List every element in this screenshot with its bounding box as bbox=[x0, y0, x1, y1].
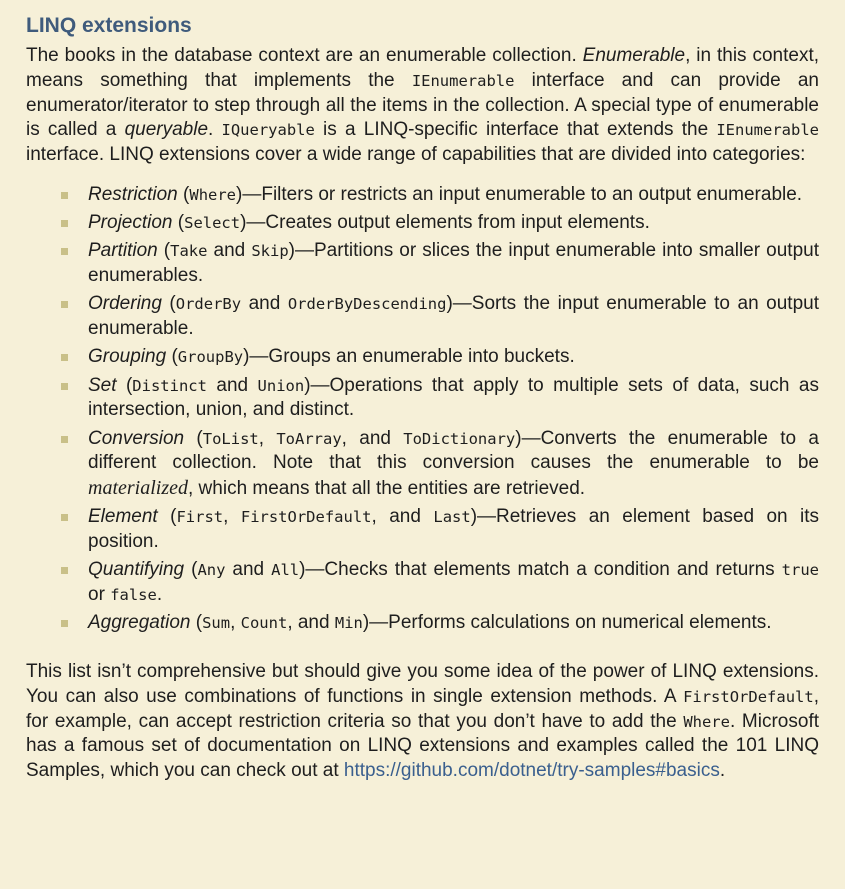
list-item-partition: Partition (Take and Skip)—Partitions or slices the input enumerable into smaller output enumerables. bbox=[88, 239, 819, 289]
list-item-restriction: Restriction (Where)—Filters or restricts an input enumerable to an output enumerable. bbox=[88, 183, 819, 208]
square-bullet-icon bbox=[61, 354, 68, 361]
section-heading: LINQ extensions bbox=[26, 14, 192, 37]
square-bullet-icon bbox=[61, 620, 68, 627]
square-bullet-icon bbox=[61, 220, 68, 227]
list-item-conversion: Conversion (ToList, ToArray, and ToDictionary)—Converts the enumerable to a different collection. Note that this conversion causes the enumerable to be materialized, which means that all the entities are retrieved. bbox=[88, 427, 819, 502]
square-bullet-icon bbox=[61, 383, 68, 390]
code-iqueryable: IQueryable bbox=[221, 121, 315, 140]
square-bullet-icon bbox=[61, 248, 68, 255]
code-ienumerable: IEnumerable bbox=[716, 121, 819, 140]
list-item-aggregation: Aggregation (Sum, Count, and Min)—Performs calculations on numerical elements. bbox=[88, 611, 819, 636]
list-item-ordering: Ordering (OrderBy and OrderByDescending)—Sorts the input enumerable to an output enumerable. bbox=[88, 292, 819, 342]
closing-paragraph: This list isn’t comprehensive but should give you some idea of the power of LINQ extensions. You can also use combinations of functions in single extension methods. A FirstOrDefault, for example, can accept restriction criteria so that you don’t have to add the Where. Microsoft has a famous set of documentation on LINQ extensions and examples called the 101 LINQ Samples, which you can check out at https://github.com/dotnet/try-samples#basics. bbox=[26, 661, 819, 782]
square-bullet-icon bbox=[61, 514, 68, 521]
intro-paragraph: The books in the database context are an enumerable collection. Enumerable, in this context, means something that implements the IEnumerable interface and can provide an enumerator/iterator to step through all the items in the collection. A special type of enumerable is called a queryable. IQueryable is a LINQ-specific interface that extends the IEnumerable interface. LINQ extensions cover a wide range of capabilities that are divided into categories: bbox=[26, 45, 820, 166]
square-bullet-icon bbox=[61, 567, 68, 574]
list-item-projection: Projection (Select)—Creates output elements from input elements. bbox=[88, 211, 819, 236]
list-item-grouping: Grouping (GroupBy)—Groups an enumerable into buckets. bbox=[88, 345, 819, 370]
list-item-set: Set (Distinct and Union)—Operations that apply to multiple sets of data, such as intersection, union, and distinct. bbox=[88, 374, 819, 424]
list-item-quantifying: Quantifying (Any and All)—Checks that elements match a condition and returns true or false. bbox=[88, 558, 819, 608]
code-ienumerable: IEnumerable bbox=[411, 71, 515, 90]
samples-link[interactable]: https://github.com/dotnet/try-samples#basics bbox=[343, 760, 720, 782]
square-bullet-icon bbox=[61, 192, 68, 199]
square-bullet-icon bbox=[61, 436, 68, 443]
list-item-element: Element (First, FirstOrDefault, and Last)—Retrieves an element based on its position. bbox=[88, 505, 819, 555]
square-bullet-icon bbox=[61, 301, 68, 308]
linq-category-list bbox=[26, 183, 819, 636]
